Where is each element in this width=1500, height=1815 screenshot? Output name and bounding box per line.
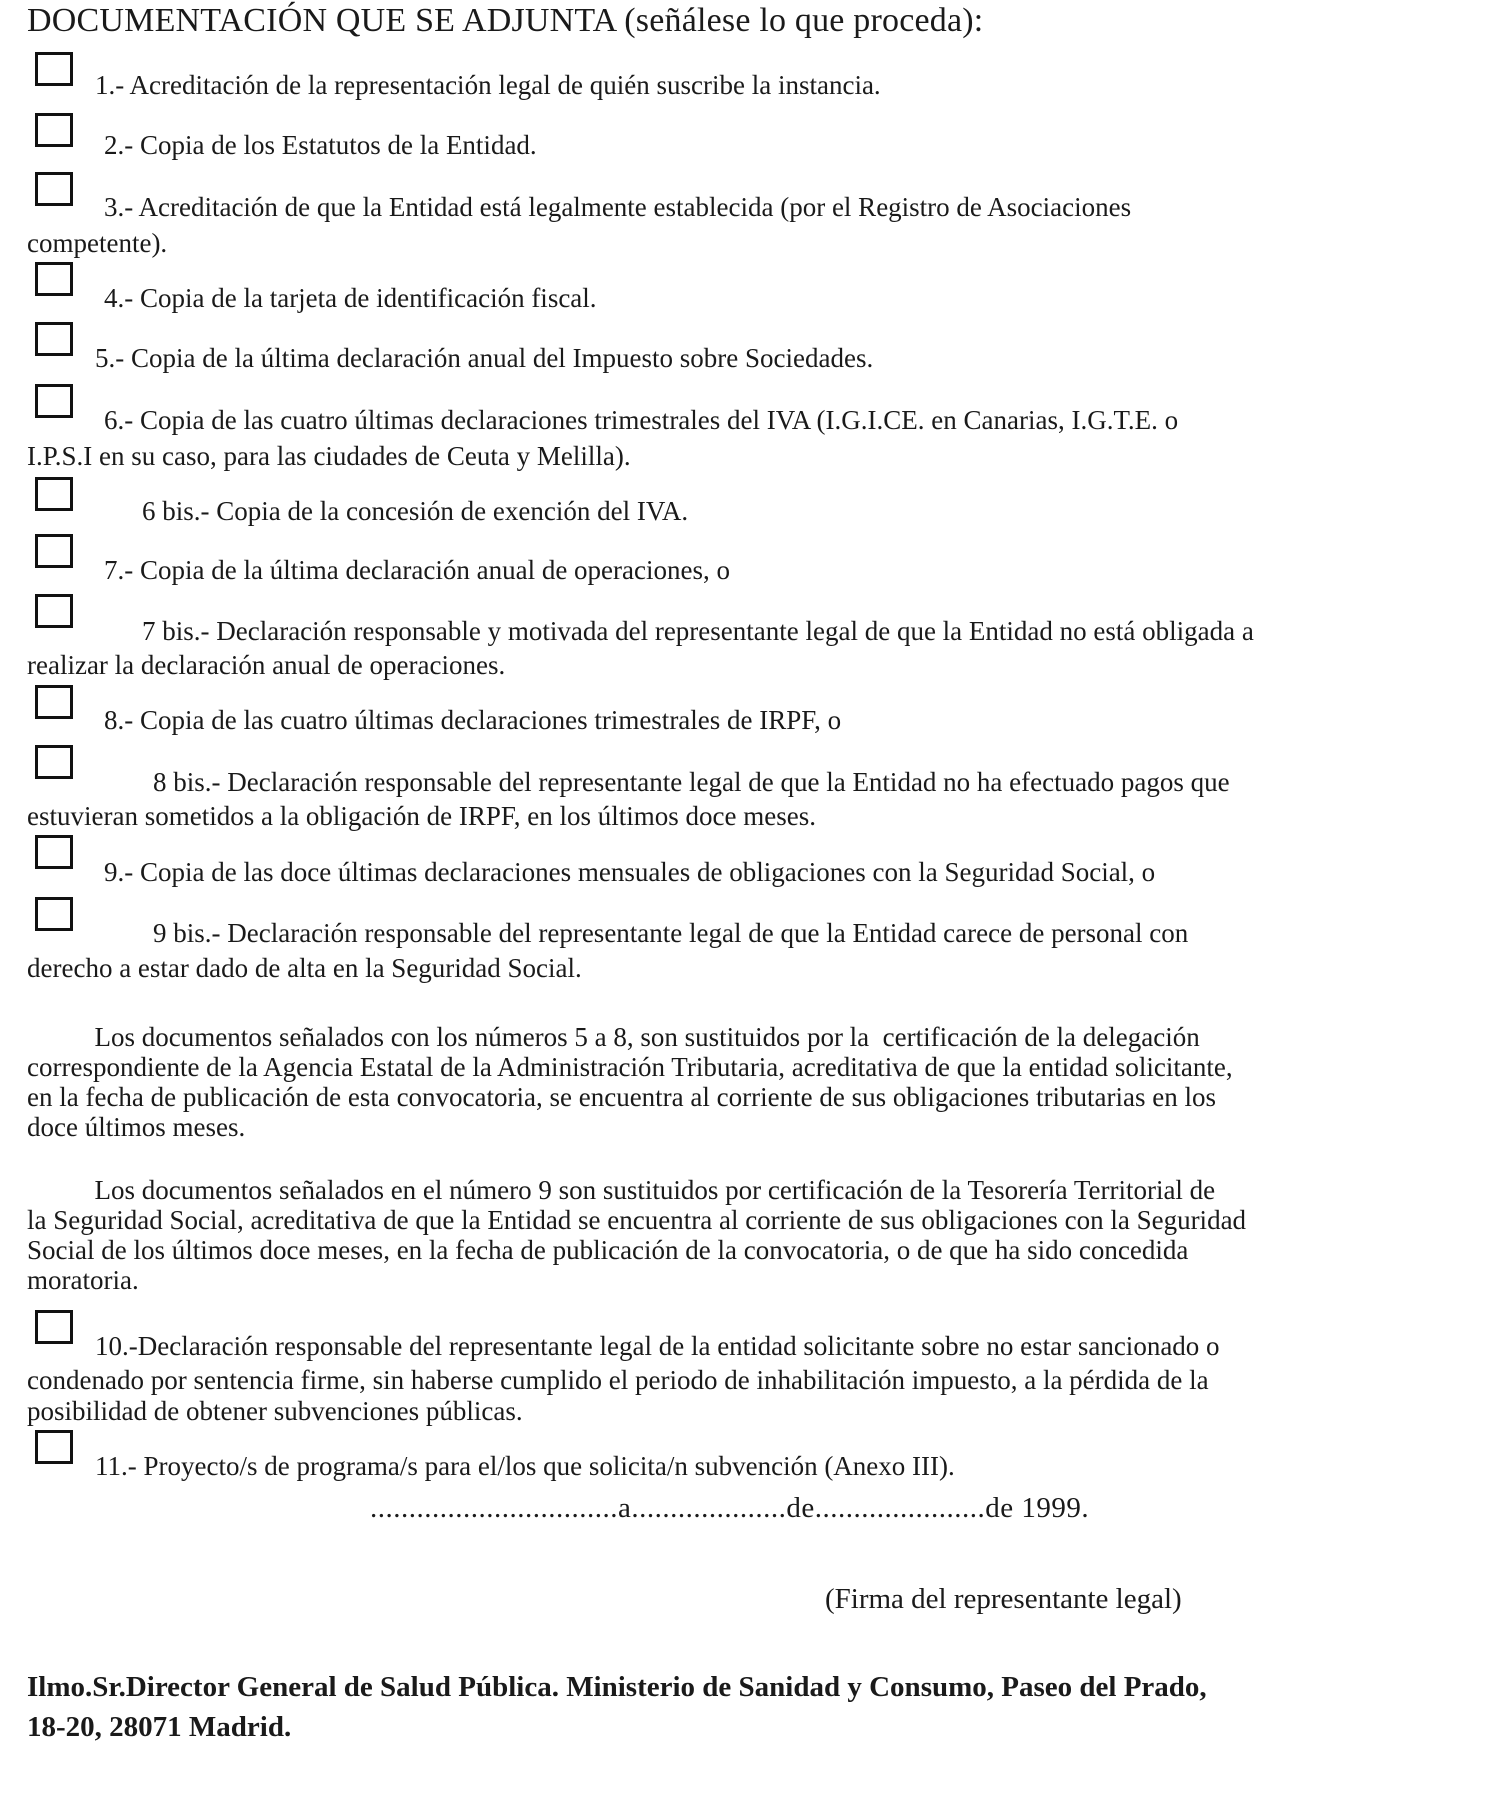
item-text-continued: condenado por sentencia firme, sin haberse cumplido el periodo de inhabilitación impuesto, a la pérdida de la [27,1365,1209,1395]
checkbox[interactable] [35,534,73,568]
paragraph-line: Social de los últimos doce meses, en la fecha de publicación de la convocatoria, o de que ha sido concedida [27,1235,1189,1265]
page-title: DOCUMENTACIÓN QUE SE ADJUNTA (señálese lo que proceda): [27,2,984,39]
checkbox[interactable] [35,384,73,418]
addressee-block [27,1667,1207,1747]
item-text-continued: derecho a estar dado de alta en la Seguridad Social. [27,953,582,983]
paragraph-line: correspondiente de la Agencia Estatal de la Administración Tributaria, acreditativa de que la entidad solicitante, [27,1052,1233,1082]
item-text: 9 bis.- Declaración responsable del representante legal de que la Entidad carece de personal con [153,918,1189,948]
item-text-continued: posibilidad de obtener subvenciones públicas. [27,1396,523,1426]
checkbox[interactable] [35,835,73,869]
checkbox[interactable] [35,52,73,86]
item-text-continued: I.P.S.I en su caso, para las ciudades de Ceuta y Melilla). [27,441,631,471]
item-text-continued: competente). [27,228,168,258]
item-text: 11.- Proyecto/s de programa/s para el/los que solicita/n subvención (Anexo III). [95,1451,955,1481]
item-text: 8.- Copia de las cuatro últimas declaraciones trimestrales de IRPF, o [104,705,842,735]
checkbox[interactable] [35,1430,73,1464]
checkbox[interactable] [35,113,73,147]
item-text: 9.- Copia de las doce últimas declaraciones mensuales de obligaciones con la Seguridad Social, o [104,857,1156,887]
note-paragraph-1 [27,1022,1233,1142]
checkbox[interactable] [35,172,73,206]
date-line: ................................a....................de......................de 1999. [370,1492,1090,1524]
item-text: 7 bis.- Declaración responsable y motivada del representante legal de que la Entidad no está obligada a [142,616,1254,646]
checkbox[interactable] [35,1310,73,1344]
item-text-continued: realizar la declaración anual de operaciones. [27,650,506,680]
item-text: 3.- Acreditación de que la Entidad está legalmente establecida (por el Registro de Asociaciones [104,192,1132,222]
item-text: 2.- Copia de los Estatutos de la Entidad. [104,130,537,160]
item-text: 6.- Copia de las cuatro últimas declaraciones trimestrales del IVA (I.G.I.CE. en Canarias, I.G.T.E. o [104,405,1179,435]
paragraph-line: en la fecha de publicación de esta convocatoria, se encuentra al corriente de sus obligaciones tributarias en los [27,1082,1217,1112]
paragraph-line: la Seguridad Social, acreditativa de que la Entidad se encuentra al corriente de sus obligaciones con la Seguridad [27,1205,1247,1235]
paragraph-line: Los documentos señalados con los números 5 a 8, son sustituidos por la certificación de la delegación [27,1022,1200,1052]
checkbox[interactable] [35,477,73,511]
checkbox[interactable] [35,685,73,719]
addressee-line: Ilmo.Sr.Director General de Salud Pública. Ministerio de Sanidad y Consumo, Paseo del Prado, [27,1671,1207,1703]
checkbox[interactable] [35,897,73,931]
item-text: 7.- Copia de la última declaración anual de operaciones, o [104,555,730,585]
paragraph-line: Los documentos señalados en el número 9 son sustituidos por certificación de la Tesorería Territorial de [27,1175,1216,1205]
item-text: 5.- Copia de la última declaración anual del Impuesto sobre Sociedades. [95,343,874,373]
item-text: 6 bis.- Copia de la concesión de exención del IVA. [142,496,689,526]
checkbox[interactable] [35,322,73,356]
note-paragraph-2 [27,1175,1246,1295]
item-text: 4.- Copia de la tarjeta de identificación fiscal. [104,283,597,313]
item-text: 10.-Declaración responsable del representante legal de la entidad solicitante sobre no estar sancionado o [95,1331,1220,1361]
addressee-line: 18-20, 28071 Madrid. [27,1711,292,1743]
checkbox[interactable] [35,745,73,779]
item-text-continued: estuvieran sometidos a la obligación de IRPF, en los últimos doce meses. [27,801,816,831]
checkbox[interactable] [35,594,73,628]
item-text: 1.- Acreditación de la representación legal de quién suscribe la instancia. [95,70,881,100]
item-text: 8 bis.- Declaración responsable del representante legal de que la Entidad no ha efectuado pagos que [153,767,1230,797]
paragraph-line: moratoria. [27,1265,139,1295]
checkbox[interactable] [35,262,73,296]
signature-label: (Firma del representante legal) [825,1583,1182,1615]
paragraph-line: doce últimos meses. [27,1112,246,1142]
